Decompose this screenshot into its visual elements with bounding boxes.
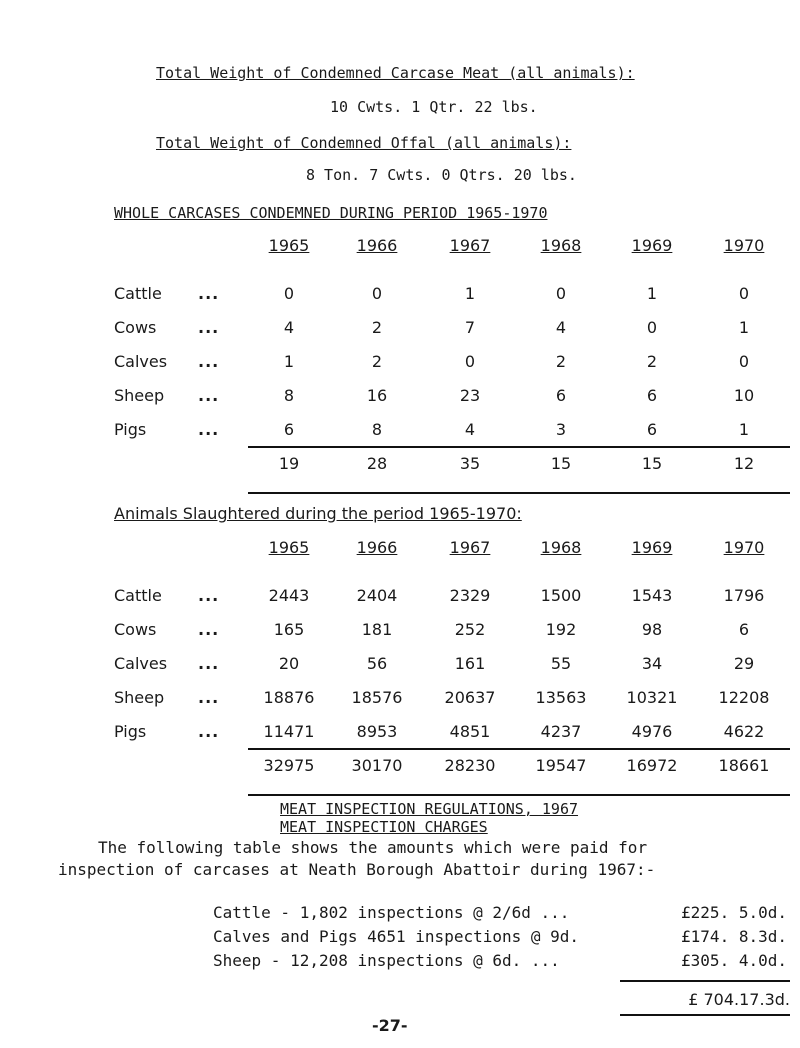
table-cell: 0 — [738, 351, 750, 371]
table-cell: 2329 — [449, 585, 491, 605]
total-cell: 35 — [424, 447, 516, 493]
table-cell: 2 — [646, 351, 658, 371]
total-cell: 12 — [698, 447, 790, 493]
table-cell: 4 — [283, 317, 295, 337]
table-cell: 1 — [738, 419, 750, 439]
table-cell: 4 — [555, 317, 567, 337]
fees-list — [213, 903, 793, 975]
total-cell: 28 — [330, 447, 424, 493]
row-label: Cattle — [114, 283, 162, 303]
total-rule-bottom — [620, 1014, 790, 1016]
table-cell: 3 — [555, 419, 567, 439]
table-cell: 0 — [464, 351, 476, 371]
table-cell: 0 — [738, 283, 750, 303]
table-cell: 0 — [555, 283, 567, 303]
table-cell: 4237 — [540, 721, 582, 741]
table-cell: 10 — [733, 385, 755, 405]
table-cell: 12208 — [718, 687, 770, 707]
row-label: Pigs — [114, 420, 147, 439]
total-cell: 18661 — [698, 749, 790, 795]
year-header: 1965 — [268, 538, 310, 557]
year-header: 1970 — [723, 236, 765, 255]
table-row — [114, 714, 790, 749]
leader-dots: ... — [198, 385, 220, 405]
row-label: Cattle — [114, 585, 162, 605]
leader-dots: ... — [198, 619, 220, 639]
page-number: -27- — [372, 1016, 408, 1035]
table-cell: 18576 — [351, 687, 403, 707]
table-row — [114, 680, 790, 714]
table-cell: 13563 — [535, 687, 587, 707]
carcases-table — [114, 236, 790, 494]
leader-dots: ... — [198, 585, 220, 605]
table-cell: 161 — [454, 653, 486, 673]
table-cell: 20 — [278, 653, 300, 673]
table-row — [114, 646, 790, 680]
year-header: 1967 — [449, 538, 491, 557]
table-cell: 2404 — [356, 585, 398, 605]
year-header: 1966 — [356, 236, 398, 255]
row-label: Cows — [114, 619, 157, 639]
table-row — [114, 276, 790, 310]
table-cell: 4622 — [723, 721, 765, 741]
slaughtered-heading: Animals Slaughtered during the period 1965-1970: — [114, 504, 522, 523]
year-header: 1965 — [268, 236, 310, 255]
leader-dots: ... — [198, 722, 220, 741]
table-cell: 1 — [464, 283, 476, 303]
table-cell: 1543 — [631, 585, 673, 605]
table-row — [114, 344, 790, 378]
regulations-subtitle: MEAT INSPECTION CHARGES — [280, 818, 488, 836]
table-cell: 6 — [555, 385, 567, 405]
totals-row — [114, 749, 790, 795]
table-cell: 20637 — [444, 687, 496, 707]
table-cell: 0 — [646, 317, 658, 337]
leader-dots: ... — [198, 351, 220, 371]
table-cell: 192 — [545, 619, 577, 639]
table-cell: 181 — [361, 619, 393, 639]
table-cell: 0 — [283, 283, 295, 303]
fee-amount: £174. 8.3d. — [681, 927, 787, 946]
row-label: Sheep — [114, 687, 165, 707]
year-header: 1969 — [631, 538, 673, 557]
total-cell: 32975 — [248, 749, 330, 795]
fee-amount: £305. 4.0d. — [681, 951, 787, 970]
total-cell: 19547 — [516, 749, 606, 795]
total-cell: 16972 — [606, 749, 698, 795]
totals-row — [114, 447, 790, 493]
fees-total: £ 704.17.3d. — [688, 990, 790, 1009]
table-cell: 1500 — [540, 585, 582, 605]
fee-row — [213, 927, 793, 951]
table-cell: 8 — [283, 385, 295, 405]
table-cell: 34 — [641, 653, 663, 673]
row-label: Sheep — [114, 385, 165, 405]
regulations-intro-line2: inspection of carcases at Neath Borough Abattoir during 1967:- — [58, 860, 656, 879]
year-header: 1970 — [723, 538, 765, 557]
slaughtered-table — [114, 538, 790, 796]
table-cell: 165 — [273, 619, 305, 639]
leader-dots: ... — [198, 420, 220, 439]
leader-dots: ... — [198, 283, 220, 303]
year-header: 1967 — [449, 236, 491, 255]
table-cell: 6 — [738, 619, 750, 639]
year-header: 1968 — [540, 538, 582, 557]
table-cell: 2443 — [268, 585, 310, 605]
condemned-meat-heading: Total Weight of Condemned Carcase Meat (all animals): — [156, 64, 635, 82]
table-cell: 2 — [555, 351, 567, 371]
year-header: 1968 — [540, 236, 582, 255]
table-cell: 6 — [646, 385, 658, 405]
table-cell: 18876 — [263, 687, 315, 707]
table-cell: 6 — [283, 419, 295, 439]
table-cell: 1 — [283, 351, 295, 371]
table-row — [114, 612, 790, 646]
year-header: 1966 — [356, 538, 398, 557]
table-cell: 29 — [733, 653, 755, 673]
table-cell: 10321 — [626, 687, 678, 707]
table-cell: 0 — [371, 283, 383, 303]
fee-row — [213, 903, 793, 927]
condemned-meat-value: 10 Cwts. 1 Qtr. 22 lbs. — [330, 98, 538, 116]
total-cell: 30170 — [330, 749, 424, 795]
table-cell: 1 — [738, 317, 750, 337]
table-cell: 98 — [641, 619, 663, 639]
carcases-header-row — [114, 236, 790, 276]
table-cell: 7 — [464, 317, 476, 337]
condemned-offal-value: 8 Ton. 7 Cwts. 0 Qtrs. 20 lbs. — [306, 166, 577, 184]
carcases-heading: WHOLE CARCASES CONDEMNED DURING PERIOD 1965-1970 — [114, 204, 548, 222]
table-cell: 56 — [366, 653, 388, 673]
table-cell: 2 — [371, 317, 383, 337]
row-label: Calves — [114, 653, 168, 673]
table-cell: 6 — [646, 419, 658, 439]
fee-description: Sheep - 12,208 inspections @ 6d. ... — [213, 951, 560, 970]
slaughtered-header-row — [114, 538, 790, 578]
table-cell: 11471 — [263, 721, 315, 741]
fee-row — [213, 951, 793, 975]
total-cell: 28230 — [424, 749, 516, 795]
total-cell: 15 — [606, 447, 698, 493]
condemned-offal-heading: Total Weight of Condemned Offal (all animals): — [156, 134, 572, 152]
fee-amount: £225. 5.0d. — [681, 903, 787, 922]
table-cell: 55 — [550, 653, 572, 673]
total-cell: 19 — [248, 447, 330, 493]
table-row — [114, 578, 790, 612]
table-row — [114, 310, 790, 344]
total-cell: 15 — [516, 447, 606, 493]
table-cell: 16 — [366, 385, 388, 405]
table-cell: 1796 — [723, 585, 765, 605]
table-cell: 8 — [371, 419, 383, 439]
table-row — [114, 412, 790, 447]
table-cell: 4 — [464, 419, 476, 439]
table-cell: 2 — [371, 351, 383, 371]
table-cell: 1 — [646, 283, 658, 303]
row-label: Calves — [114, 351, 168, 371]
table-cell: 23 — [459, 385, 481, 405]
leader-dots: ... — [198, 687, 220, 707]
table-cell: 4851 — [449, 721, 491, 741]
row-label: Pigs — [114, 722, 147, 741]
table-cell: 8953 — [356, 721, 398, 741]
fee-description: Calves and Pigs 4651 inspections @ 9d. — [213, 927, 580, 946]
year-header: 1969 — [631, 236, 673, 255]
total-rule-top — [620, 980, 790, 982]
leader-dots: ... — [198, 317, 220, 337]
table-cell: 252 — [454, 619, 486, 639]
table-row — [114, 378, 790, 412]
regulations-intro-line1: The following table shows the amounts which were paid for — [98, 838, 648, 857]
regulations-title: MEAT INSPECTION REGULATIONS, 1967 — [280, 800, 579, 818]
row-label: Cows — [114, 317, 157, 337]
leader-dots: ... — [198, 653, 220, 673]
table-cell: 4976 — [631, 721, 673, 741]
fee-description: Cattle - 1,802 inspections @ 2/6d ... — [213, 903, 570, 922]
